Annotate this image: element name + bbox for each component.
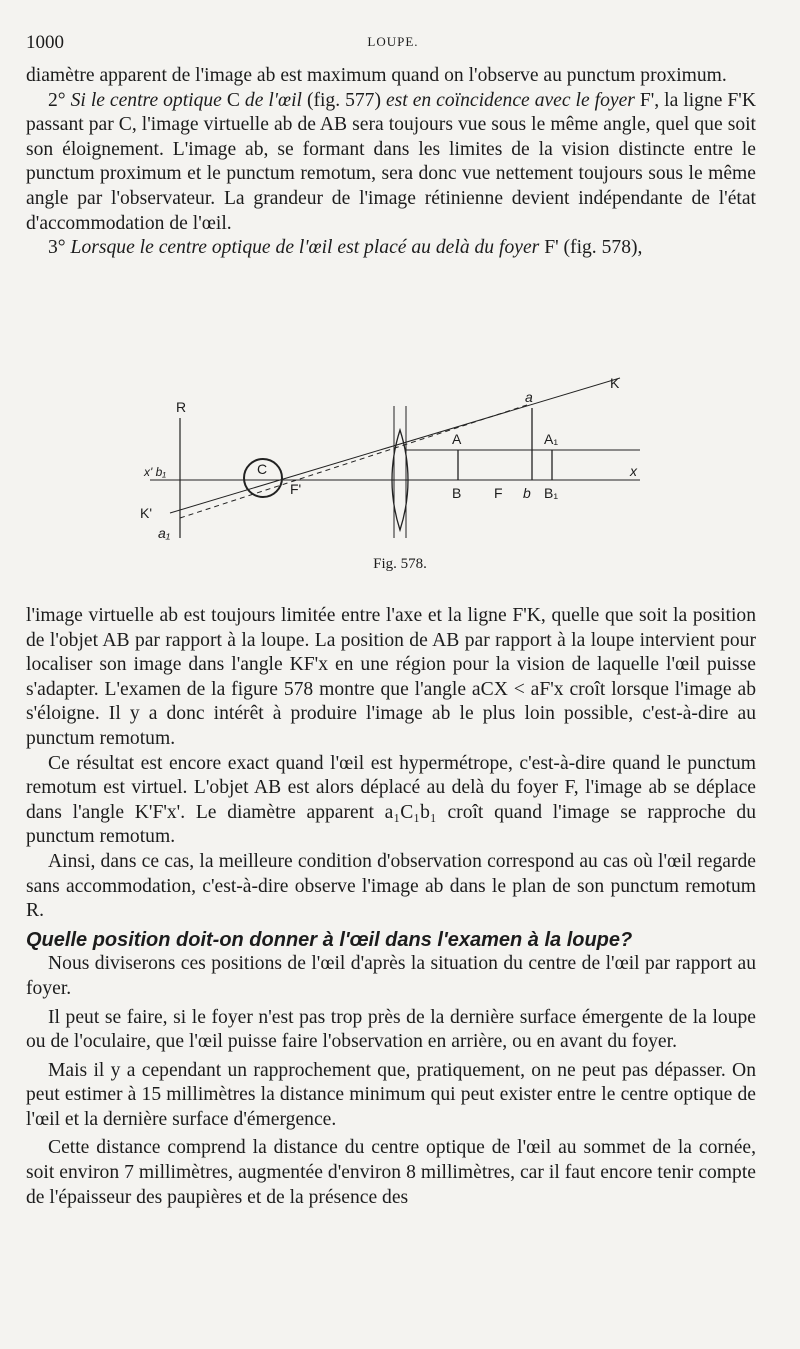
paragraph-10: Cette distance comprend la distance du centre optique de l'œil au sommet de la cornée, soit environ 7 millimètres, augmentée d'environ 8 millimètres, car il faut encore tenir compte de l'épaisseur des paupières et de la présence des (26, 1137, 756, 1208)
label-B1: B₁ (544, 485, 559, 501)
page-number: 1000 (26, 32, 64, 53)
label-C: C (257, 461, 268, 477)
paragraph-1: diamètre apparent de l'image ab est maximum quand on l'observe au punctum proximum. (26, 65, 727, 86)
label-a1: a₁ (158, 525, 171, 541)
paragraph-2: 2° Si le centre optique C de l'œil (fig. 577) est en coïncidence avec le foyer F', la ligne F'K passant par C, l'image virtuelle ab de AB sera toujours vue sous le même angle, quel que soit son éloignement. L'image ab, se formant dans les limites de la vision distincte entre le punctum proximum et le punctum remotum, sera donc vue nettement toujours sous le même angle par l'observateur. La grandeur de l'image rétinienne devient indépendante de l'état d'accommodation de l'œil. (26, 89, 756, 234)
label-R: R (176, 399, 187, 415)
paragraph-9: Mais il y a cependant un rapprochement que, pratiquement, on ne peut pas dépasser. On peut estimer à 15 millimètres la distance minimum qui peut exister entre le centre optique de l'œil et la dernière surface d'émergence. (26, 1059, 756, 1130)
figure-caption: Fig. 578. (373, 556, 427, 572)
paragraph-8: Il peut se faire, si le foyer n'est pas trop près de la dernière surface émergente de la loupe ou de l'oculaire, que l'œil puisse faire l'observation en arrière, ou en avant du foyer. (26, 1006, 756, 1053)
running-title: LOUPE. (367, 34, 419, 49)
paragraph-5: Ce résultat est encore exact quand l'œil est hypermétrope, c'est-à-dire quand le punctum remotum est virtuel. L'objet AB est alors déplacé au delà du foyer F, l'image ab se déplace dans l'angle K'F'x'. Le diamètre apparent a₁C₁b₁ croît quand l'image se rapproche du punctum remotum. (26, 752, 756, 848)
page-header (26, 32, 760, 56)
text-block-top (26, 64, 756, 261)
paragraph-4: l'image virtuelle ab est toujours limitée entre l'axe et la ligne F'K, quelle que soit la position de l'objet AB par rapport à la loupe. La position de AB par rapport à la loupe intervient pour localiser son image dans l'angle KF'x en une région pour la vision de laquelle l'œil puisse s'adapter. L'examen de la figure 578 montre que l'angle aCX < aF'x croît lorsque l'image ab s'éloigne. Il y a donc intérêt à produire l'image ab le plus loin possible, c'est-à-dire au punctum remotum. (26, 605, 756, 749)
label-B: B (452, 485, 462, 501)
figure-578-diagram (110, 368, 670, 548)
label-A1: A₁ (544, 431, 559, 447)
text-block-bottom (26, 604, 756, 1210)
label-A: A (452, 431, 462, 447)
label-Fp: F' (290, 481, 302, 497)
label-a: a (525, 389, 533, 405)
label-x1-b1: x' b₁ (144, 465, 167, 479)
label-F: F (494, 485, 503, 501)
label-b: b (523, 485, 531, 501)
paragraph-3: 3° Lorsque le centre optique de l'œil est placé au delà du foyer F' (fig. 578), (48, 237, 643, 259)
section-heading: Quelle position doit-on donner à l'œil dans l'examen à la loupe? (26, 928, 633, 951)
paragraph-6: Ainsi, dans ce cas, la meilleure condition d'observation correspond au cas où l'œil regarde sans accommodation, c'est-à-dire observe l'image ab dans le plan de son punctum remotum R. (26, 850, 756, 922)
label-K: K (610, 375, 620, 391)
label-x: x (630, 463, 637, 479)
label-Kp: K' (140, 505, 153, 521)
paragraph-7: Nous diviserons ces positions de l'œil d'après la situation du centre de l'œil par rapport au foyer. (26, 953, 756, 999)
